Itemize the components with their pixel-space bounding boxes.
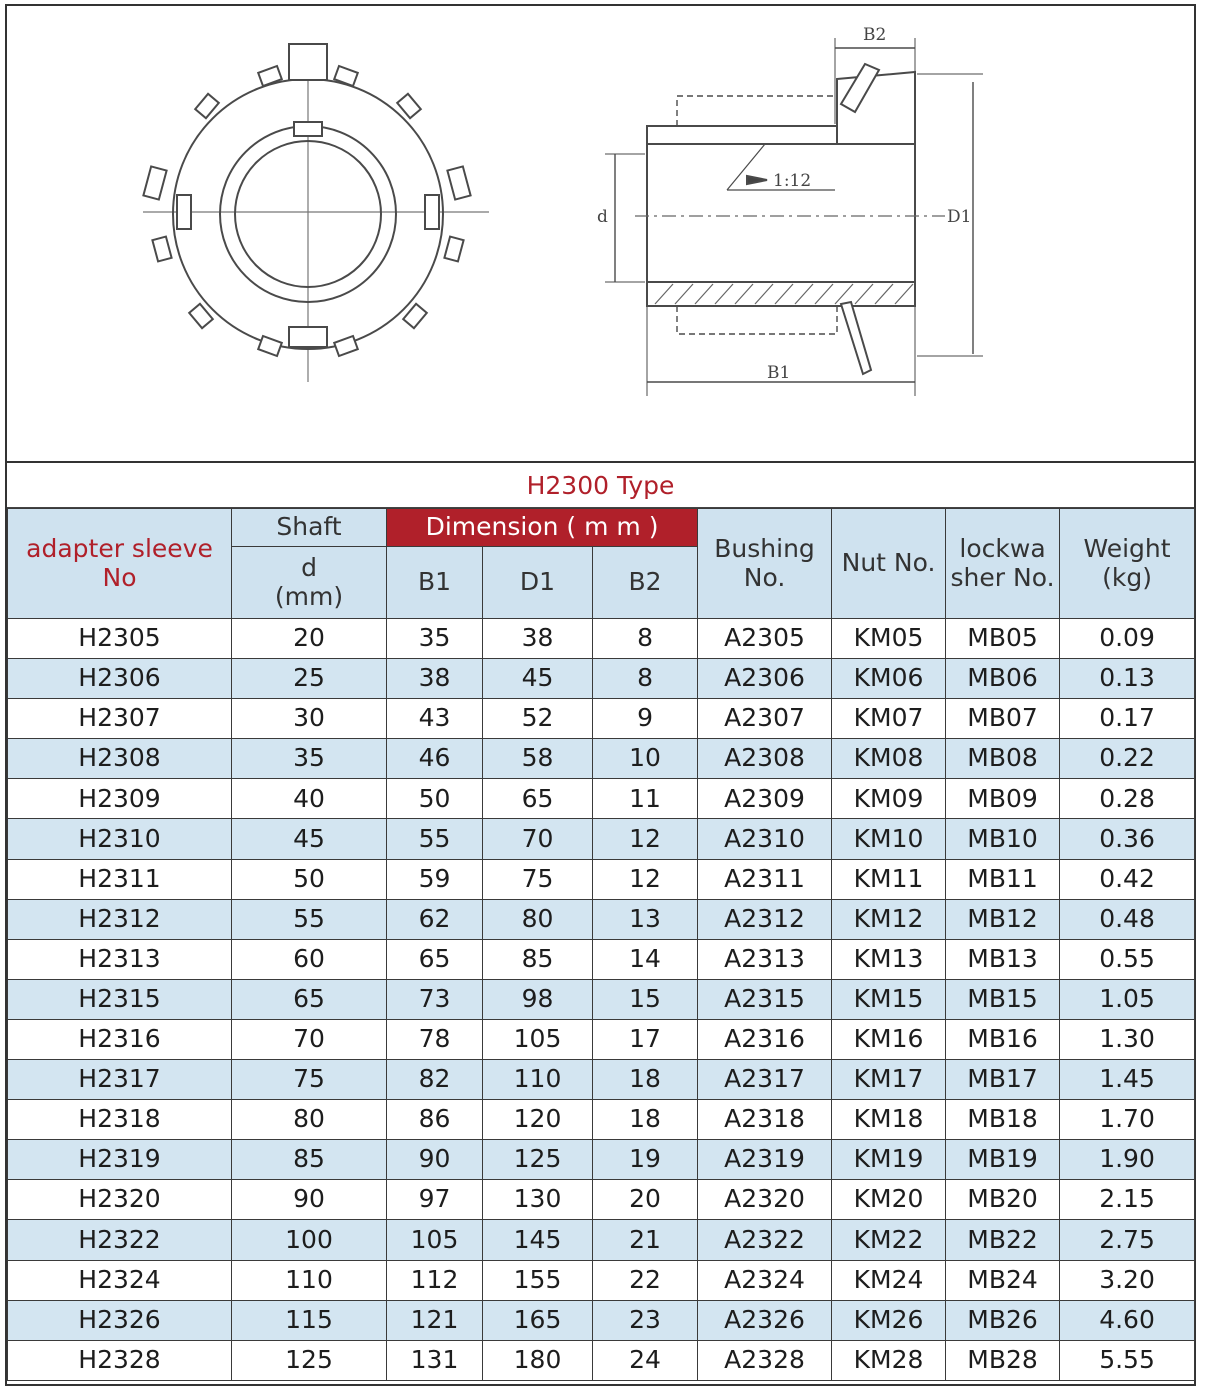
cell-bushing: A2308 xyxy=(698,739,832,779)
cell-nut: KM15 xyxy=(832,979,946,1019)
header-bushing: Bushing No. xyxy=(698,509,832,619)
cell-b2: 17 xyxy=(593,1019,698,1059)
cell-weight: 2.75 xyxy=(1060,1220,1195,1260)
table-row xyxy=(8,1140,1195,1180)
cell-bushing: A2318 xyxy=(698,1100,832,1140)
cell-d1: 85 xyxy=(483,939,593,979)
cell-b2: 12 xyxy=(593,819,698,859)
cell-d1: 110 xyxy=(483,1060,593,1100)
cell-d1: 38 xyxy=(483,619,593,659)
cell-sleeve: H2324 xyxy=(8,1260,232,1300)
cell-weight: 0.55 xyxy=(1060,939,1195,979)
cell-d1: 165 xyxy=(483,1300,593,1340)
cell-weight: 0.17 xyxy=(1060,699,1195,739)
cell-bushing: A2320 xyxy=(698,1180,832,1220)
cell-b2: 21 xyxy=(593,1220,698,1260)
table-row xyxy=(8,1300,1195,1340)
cell-washer: MB24 xyxy=(946,1260,1060,1300)
cell-d: 30 xyxy=(232,699,387,739)
table-row xyxy=(8,739,1195,779)
cell-washer: MB06 xyxy=(946,659,1060,699)
cell-weight: 0.36 xyxy=(1060,819,1195,859)
cell-nut: KM26 xyxy=(832,1300,946,1340)
cell-washer: MB15 xyxy=(946,979,1060,1019)
cell-d1: 45 xyxy=(483,659,593,699)
cell-weight: 0.42 xyxy=(1060,859,1195,899)
cell-b1: 59 xyxy=(387,859,483,899)
cell-d1: 180 xyxy=(483,1340,593,1380)
cell-d1: 65 xyxy=(483,779,593,819)
cell-nut: KM28 xyxy=(832,1340,946,1380)
header-b1: B1 xyxy=(387,547,483,619)
cell-nut: KM05 xyxy=(832,619,946,659)
cell-d1: 75 xyxy=(483,859,593,899)
cell-d1: 105 xyxy=(483,1019,593,1059)
cell-washer: MB13 xyxy=(946,939,1060,979)
header-shaft-d-symbol: d xyxy=(301,552,317,582)
cell-sleeve: H2313 xyxy=(8,939,232,979)
cell-washer: MB12 xyxy=(946,899,1060,939)
cell-bushing: A2305 xyxy=(698,619,832,659)
cell-nut: KM16 xyxy=(832,1019,946,1059)
cell-d: 85 xyxy=(232,1140,387,1180)
cell-b2: 18 xyxy=(593,1060,698,1100)
header-adapter-sleeve: adapter sleeve No xyxy=(8,509,232,619)
cell-bushing: A2310 xyxy=(698,819,832,859)
cell-bushing: A2328 xyxy=(698,1340,832,1380)
cell-b2: 10 xyxy=(593,739,698,779)
cell-d1: 120 xyxy=(483,1100,593,1140)
cell-nut: KM06 xyxy=(832,659,946,699)
cell-sleeve: H2306 xyxy=(8,659,232,699)
cell-washer: MB08 xyxy=(946,739,1060,779)
cell-sleeve: H2319 xyxy=(8,1140,232,1180)
cell-b1: 121 xyxy=(387,1300,483,1340)
cell-sleeve: H2326 xyxy=(8,1300,232,1340)
cell-d: 45 xyxy=(232,819,387,859)
cell-d: 110 xyxy=(232,1260,387,1300)
table-row xyxy=(8,619,1195,659)
cell-bushing: A2312 xyxy=(698,899,832,939)
cell-weight: 0.48 xyxy=(1060,899,1195,939)
cell-d1: 145 xyxy=(483,1220,593,1260)
cell-d: 40 xyxy=(232,779,387,819)
table-row xyxy=(8,1220,1195,1260)
cell-b1: 112 xyxy=(387,1260,483,1300)
cell-washer: MB26 xyxy=(946,1300,1060,1340)
cell-d1: 130 xyxy=(483,1180,593,1220)
cell-b1: 38 xyxy=(387,659,483,699)
cell-bushing: A2309 xyxy=(698,779,832,819)
cell-bushing: A2307 xyxy=(698,699,832,739)
cell-nut: KM08 xyxy=(832,739,946,779)
cell-sleeve: H2315 xyxy=(8,979,232,1019)
cell-weight: 0.09 xyxy=(1060,619,1195,659)
dim-label-d: d xyxy=(597,207,608,227)
header-b2: B2 xyxy=(593,547,698,619)
table-row xyxy=(8,1180,1195,1220)
cell-sleeve: H2311 xyxy=(8,859,232,899)
table-row xyxy=(8,939,1195,979)
cell-sleeve: H2322 xyxy=(8,1220,232,1260)
cell-b1: 55 xyxy=(387,819,483,859)
cell-sleeve: H2317 xyxy=(8,1060,232,1100)
cell-d: 25 xyxy=(232,659,387,699)
cell-b2: 15 xyxy=(593,979,698,1019)
cell-b1: 90 xyxy=(387,1140,483,1180)
cell-washer: MB19 xyxy=(946,1140,1060,1180)
cell-d1: 125 xyxy=(483,1140,593,1180)
table-row xyxy=(8,1260,1195,1300)
cell-nut: KM09 xyxy=(832,779,946,819)
cell-b1: 78 xyxy=(387,1019,483,1059)
cell-b2: 8 xyxy=(593,659,698,699)
header-shaft-d xyxy=(232,547,387,619)
cell-bushing: A2315 xyxy=(698,979,832,1019)
cell-sleeve: H2318 xyxy=(8,1100,232,1140)
lockwasher-front-view xyxy=(143,44,489,382)
cell-bushing: A2322 xyxy=(698,1220,832,1260)
table-row xyxy=(8,979,1195,1019)
header-dimension: Dimension ( m m ) xyxy=(387,509,698,547)
cell-sleeve: H2307 xyxy=(8,699,232,739)
cell-b2: 23 xyxy=(593,1300,698,1340)
cell-nut: KM12 xyxy=(832,899,946,939)
cell-b2: 24 xyxy=(593,1340,698,1380)
cell-nut: KM18 xyxy=(832,1100,946,1140)
sleeve-section-view xyxy=(605,38,983,396)
cell-sleeve: H2305 xyxy=(8,619,232,659)
cell-weight: 4.60 xyxy=(1060,1300,1195,1340)
cell-b2: 8 xyxy=(593,619,698,659)
cell-d: 65 xyxy=(232,979,387,1019)
cell-sleeve: H2320 xyxy=(8,1180,232,1220)
cell-d: 60 xyxy=(232,939,387,979)
cell-bushing: A2311 xyxy=(698,859,832,899)
cell-b2: 18 xyxy=(593,1100,698,1140)
cell-b1: 73 xyxy=(387,979,483,1019)
header-nut: Nut No. xyxy=(832,509,946,619)
cell-weight: 1.70 xyxy=(1060,1100,1195,1140)
cell-sleeve: H2316 xyxy=(8,1019,232,1059)
cell-nut: KM07 xyxy=(832,699,946,739)
table-row xyxy=(8,779,1195,819)
cell-weight: 1.45 xyxy=(1060,1060,1195,1100)
cell-nut: KM22 xyxy=(832,1220,946,1260)
cell-sleeve: H2308 xyxy=(8,739,232,779)
technical-drawing xyxy=(5,4,1196,460)
table-row xyxy=(8,1019,1195,1059)
cell-d: 55 xyxy=(232,899,387,939)
cell-b1: 62 xyxy=(387,899,483,939)
header-shaft-unit: (mm) xyxy=(274,581,344,611)
cell-d: 115 xyxy=(232,1300,387,1340)
cell-b1: 65 xyxy=(387,939,483,979)
cell-d1: 52 xyxy=(483,699,593,739)
cell-washer: MB17 xyxy=(946,1060,1060,1100)
cell-bushing: A2319 xyxy=(698,1140,832,1180)
dim-label-taper: 1:12 xyxy=(773,171,812,191)
cell-b1: 50 xyxy=(387,779,483,819)
cell-washer: MB10 xyxy=(946,819,1060,859)
cell-d1: 155 xyxy=(483,1260,593,1300)
cell-weight: 0.22 xyxy=(1060,739,1195,779)
cell-d: 125 xyxy=(232,1340,387,1380)
cell-bushing: A2324 xyxy=(698,1260,832,1300)
cell-nut: KM20 xyxy=(832,1180,946,1220)
cell-sleeve: H2312 xyxy=(8,899,232,939)
cell-b1: 131 xyxy=(387,1340,483,1380)
cell-sleeve: H2310 xyxy=(8,819,232,859)
cell-d: 90 xyxy=(232,1180,387,1220)
dim-label-b2: B2 xyxy=(863,25,887,45)
table-row xyxy=(8,1340,1195,1380)
cell-d1: 58 xyxy=(483,739,593,779)
table-row xyxy=(8,659,1195,699)
cell-weight: 1.90 xyxy=(1060,1140,1195,1180)
cell-b2: 9 xyxy=(593,699,698,739)
cell-b1: 86 xyxy=(387,1100,483,1140)
cell-weight: 1.05 xyxy=(1060,979,1195,1019)
spec-table xyxy=(7,508,1195,1381)
cell-washer: MB09 xyxy=(946,779,1060,819)
cell-nut: KM17 xyxy=(832,1060,946,1100)
cell-washer: MB05 xyxy=(946,619,1060,659)
cell-b1: 82 xyxy=(387,1060,483,1100)
header-shaft: Shaft xyxy=(232,509,387,547)
cell-washer: MB20 xyxy=(946,1180,1060,1220)
cell-bushing: A2317 xyxy=(698,1060,832,1100)
cell-weight: 3.20 xyxy=(1060,1260,1195,1300)
cell-d1: 98 xyxy=(483,979,593,1019)
cell-d: 70 xyxy=(232,1019,387,1059)
cell-b2: 11 xyxy=(593,779,698,819)
cell-bushing: A2316 xyxy=(698,1019,832,1059)
table-row xyxy=(8,1100,1195,1140)
cell-weight: 2.15 xyxy=(1060,1180,1195,1220)
cell-b1: 35 xyxy=(387,619,483,659)
cell-d: 80 xyxy=(232,1100,387,1140)
cell-washer: MB11 xyxy=(946,859,1060,899)
cell-d: 100 xyxy=(232,1220,387,1260)
header-lockwasher: lockwa sher No. xyxy=(946,509,1060,619)
table-row xyxy=(8,699,1195,739)
cell-b2: 19 xyxy=(593,1140,698,1180)
cell-b2: 20 xyxy=(593,1180,698,1220)
cell-nut: KM24 xyxy=(832,1260,946,1300)
table-row xyxy=(8,819,1195,859)
cell-sleeve: H2328 xyxy=(8,1340,232,1380)
header-weight: Weight (kg) xyxy=(1060,509,1195,619)
cell-nut: KM13 xyxy=(832,939,946,979)
cell-nut: KM11 xyxy=(832,859,946,899)
cell-washer: MB18 xyxy=(946,1100,1060,1140)
cell-weight: 1.30 xyxy=(1060,1019,1195,1059)
cell-b2: 22 xyxy=(593,1260,698,1300)
cell-b2: 14 xyxy=(593,939,698,979)
cell-sleeve: H2309 xyxy=(8,779,232,819)
table-row xyxy=(8,1060,1195,1100)
cell-weight: 5.55 xyxy=(1060,1340,1195,1380)
cell-bushing: A2306 xyxy=(698,659,832,699)
cell-b1: 43 xyxy=(387,699,483,739)
cell-washer: MB07 xyxy=(946,699,1060,739)
cell-b1: 46 xyxy=(387,739,483,779)
cell-d1: 70 xyxy=(483,819,593,859)
cell-weight: 0.13 xyxy=(1060,659,1195,699)
table-title: H2300 Type xyxy=(7,461,1194,508)
cell-d: 75 xyxy=(232,1060,387,1100)
cell-b1: 105 xyxy=(387,1220,483,1260)
cell-bushing: A2313 xyxy=(698,939,832,979)
cell-d1: 80 xyxy=(483,899,593,939)
dim-label-d1: D1 xyxy=(947,207,972,227)
cell-bushing: A2326 xyxy=(698,1300,832,1340)
dim-label-b1: B1 xyxy=(767,363,791,383)
cell-weight: 0.28 xyxy=(1060,779,1195,819)
cell-b2: 13 xyxy=(593,899,698,939)
cell-b2: 12 xyxy=(593,859,698,899)
cell-washer: MB28 xyxy=(946,1340,1060,1380)
table-row xyxy=(8,859,1195,899)
cell-d: 50 xyxy=(232,859,387,899)
cell-washer: MB16 xyxy=(946,1019,1060,1059)
cell-nut: KM19 xyxy=(832,1140,946,1180)
cell-d: 20 xyxy=(232,619,387,659)
cell-b1: 97 xyxy=(387,1180,483,1220)
table-row xyxy=(8,899,1195,939)
cell-d: 35 xyxy=(232,739,387,779)
cell-nut: KM10 xyxy=(832,819,946,859)
cell-washer: MB22 xyxy=(946,1220,1060,1260)
header-d1: D1 xyxy=(483,547,593,619)
